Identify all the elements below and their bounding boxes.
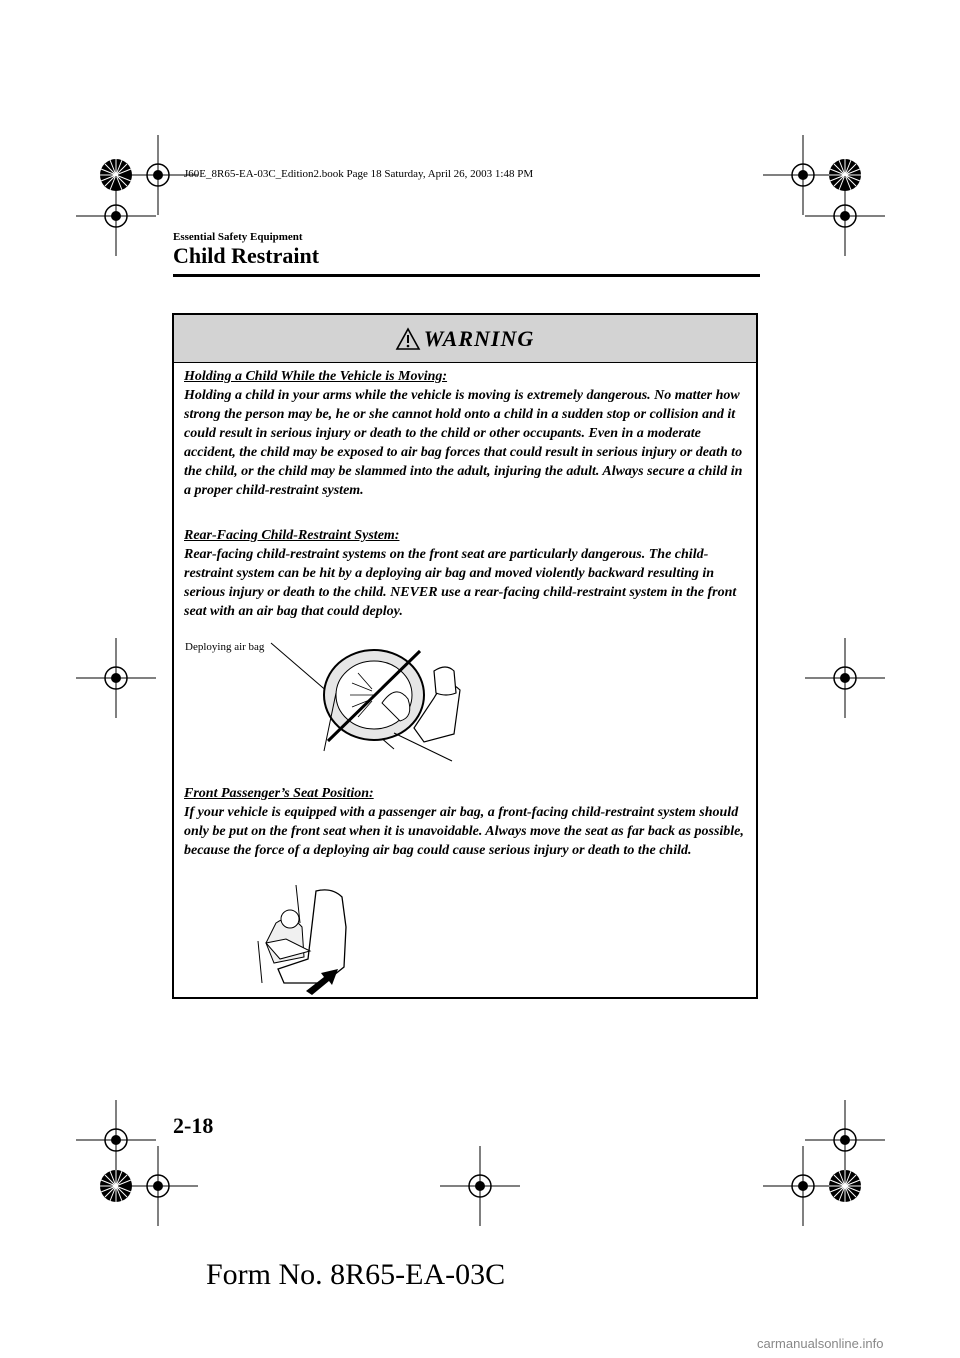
front-facing-seat-illustration bbox=[244, 883, 364, 993]
bottom-right-star-mark bbox=[829, 1170, 861, 1202]
rear-facing-airbag-illustration bbox=[264, 633, 464, 763]
paragraph-heading: Rear-Facing Child-Restraint System: bbox=[184, 528, 400, 543]
page-title: Child Restraint bbox=[173, 243, 320, 268]
right-upper-crosshair bbox=[805, 176, 885, 256]
warning-paragraph-3 bbox=[184, 784, 750, 860]
left-upper-crosshair bbox=[76, 176, 156, 256]
paragraph-heading: Holding a Child While the Vehicle is Moving: bbox=[184, 369, 448, 384]
file-info-line: J60E_8R65-EA-03C_Edition2.book Page 18 Saturday, April 26, 2003 1:48 PM bbox=[184, 168, 534, 180]
form-number: Form No. 8R65-EA-03C bbox=[206, 1258, 506, 1291]
figure-caption: Deploying air bag bbox=[185, 641, 265, 653]
warning-triangle-icon bbox=[396, 328, 420, 350]
right-lower-crosshair bbox=[805, 1100, 885, 1180]
warning-paragraph-2 bbox=[184, 526, 750, 621]
paragraph-heading: Front Passenger’s Seat Position: bbox=[184, 786, 374, 801]
right-middle-crosshair bbox=[805, 638, 885, 718]
warning-title: WARNING bbox=[423, 325, 535, 351]
title-rule bbox=[173, 274, 760, 277]
bottom-center-crosshair bbox=[440, 1146, 520, 1226]
left-lower-crosshair bbox=[76, 1100, 156, 1180]
warning-box bbox=[172, 313, 758, 999]
warning-header bbox=[174, 315, 756, 363]
watermark-text: carmanualsonline.info bbox=[757, 1336, 884, 1351]
paragraph-body: If your vehicle is equipped with a passenger air bag, a front-facing child-restraint system should only be put on the front seat when it is unavoidable. Always move the seat as far back as possible, because the force of a deploying air bag could cause serious injury or death to the child. bbox=[184, 805, 744, 858]
paragraph-body: Holding a child in your arms while the vehicle is moving is extremely dangerous. No matter how strong the person may be, he or she cannot hold onto a child in a sudden stop or collision and it could result in serious injury or death to the child or other occupants. Even in a moderate accident, the child may be exposed to air bag forces that could result in serious injury or death to the child, or the child may be slammed into the adult, injuring the adult. Always secure a child in a proper child-restraint system. bbox=[184, 388, 743, 498]
bottom-left-crosshair bbox=[118, 1146, 198, 1226]
page-number: 2-18 bbox=[173, 1113, 214, 1138]
paragraph-body: Rear-facing child-restraint systems on the front seat are particularly dangerous. The child-restraint system can be hit by a deploying air bag and moved violently backward resulting in serious injury or death to the child. NEVER use a rear-facing child-restraint system in the front seat with an air bag that could deploy. bbox=[184, 547, 737, 619]
left-middle-crosshair bbox=[76, 638, 156, 718]
warning-paragraph-1 bbox=[184, 367, 750, 500]
section-label: Essential Safety Equipment bbox=[173, 231, 303, 243]
